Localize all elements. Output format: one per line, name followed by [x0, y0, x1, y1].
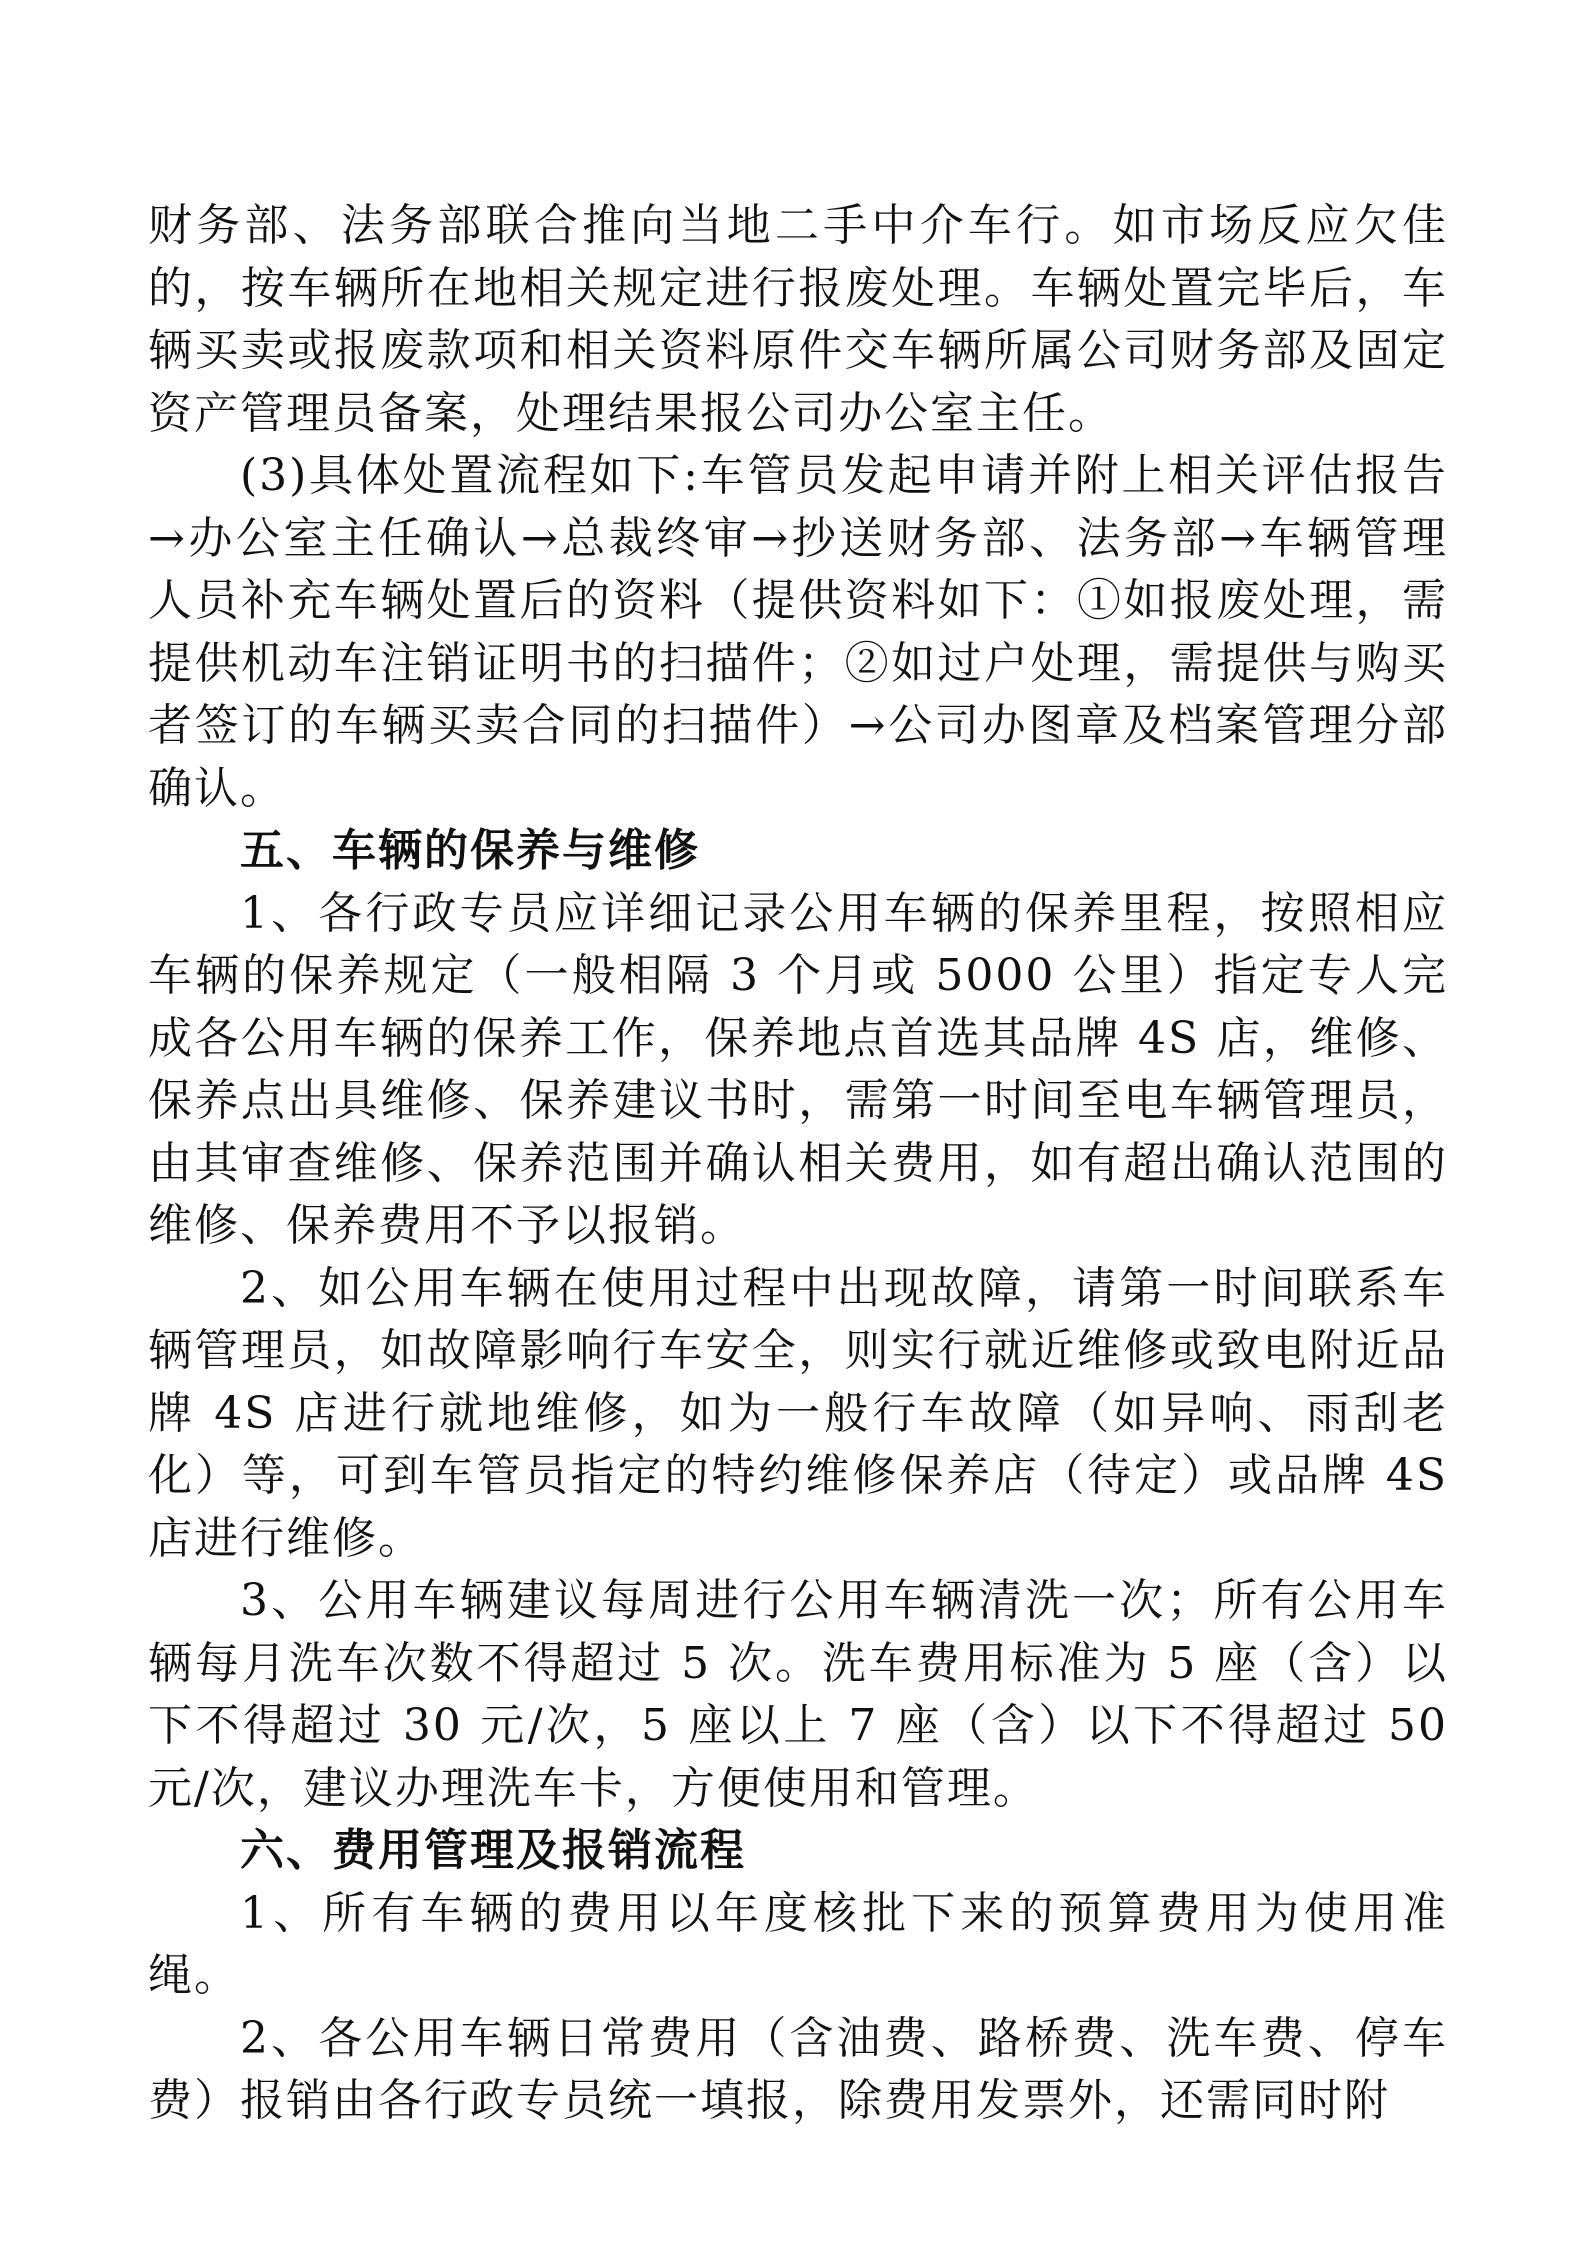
- paragraph-maintenance-3: 3、公用车辆建议每周进行公用车辆清洗一次；所有公用车辆每月洗车次数不得超过 5 次。洗车费用标准为 5 座（含）以下不得超过 30 元/次，5 座以上 7 座（含）以下不得超过 50 元/次，建议办理洗车卡，方便使用和管理。: [148, 1575, 1448, 1814]
- paragraph-continuation: 财务部、法务部联合推向当地二手中介车行。如市场反应欠佳的，按车辆所在地相关规定进行报废处理。车辆处置完毕后，车辆买卖或报废款项和相关资料原件交车辆所属公司财务部及固定资产管理员备案，处理结果报公司办公室主任。: [148, 200, 1448, 439]
- paragraph-maintenance-1: 1、各行政专员应详细记录公用车辆的保养里程，按照相应车辆的保养规定（一般相隔 3 个月或 5000 公里）指定专人完成各公用车辆的保养工作，保养地点首选其品牌 4S 店，维修、保养点出具维修、保养建议书时，需第一时间至电车辆管理员，由其审查维修、保养范围并确认相关费用，如有超出确认范围的维修、保养费用不予以报销。: [148, 887, 1448, 1251]
- paragraph-disposal-process: (3)具体处置流程如下:车管员发起申请并附上相关评估报告→办公室主任确认→总裁终审→抄送财务部、法务部→车辆管理人员补充车辆处置后的资料（提供资料如下：①如报废处理，需提供机动车注销证明书的扫描件；②如过户处理，需提供与购买者签订的车辆买卖合同的扫描件）→公司办图章及档案管理分部确认。: [148, 450, 1448, 814]
- paragraph-expenses-2: 2、各公用车辆日常费用（含油费、路桥费、洗车费、停车费）报销由各行政专员统一填报，除费用发票外，还需同时附: [148, 2012, 1448, 2126]
- paragraph-expenses-1: 1、所有车辆的费用以年度核批下来的预算费用为使用准绳。: [148, 1887, 1448, 2001]
- paragraph-maintenance-2: 2、如公用车辆在使用过程中出现故障，请第一时间联系车辆管理员，如故障影响行车安全，则实行就近维修或致电附近品牌 4S 店进行就地维修，如为一般行车故障（如异响、雨刮老化）等，可到车管员指定的特约维修保养店（待定）或品牌 4S 店进行维修。: [148, 1262, 1448, 1564]
- section-heading-maintenance: 五、车辆的保养与维修: [240, 825, 700, 876]
- document-body: [148, 195, 1448, 2133]
- section-heading-expenses: 六、费用管理及报销流程: [240, 1825, 746, 1876]
